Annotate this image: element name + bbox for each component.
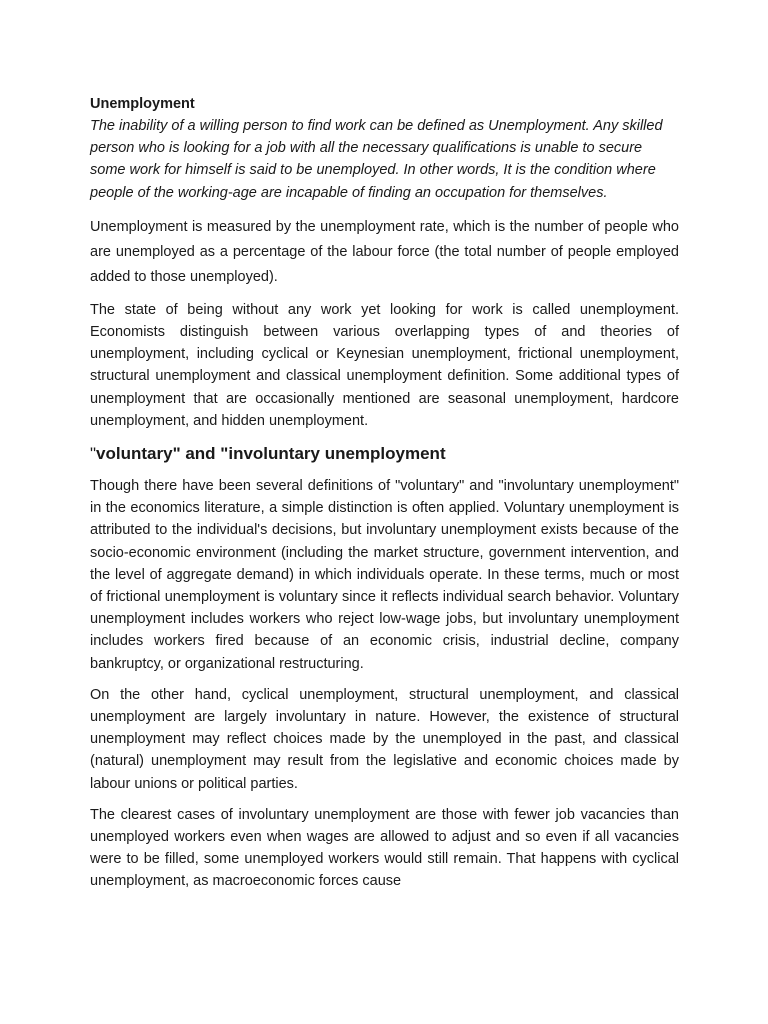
heading-text: voluntary" and "involuntary unemployment xyxy=(96,444,446,464)
paragraph-measurement: Unemployment is measured by the unemployment rate, which is the number of people who are unemployed as a percentage of the labour force (the total number of people employed added to those unemployed). xyxy=(90,218,679,285)
intro-definition: The inability of a willing person to find work can be defined as Unemployment. Any skilled person who is looking for a job with all the necessary qualifications is unable to secure some work for himself is said to be unemployed. In other words, It is the condition where people of the working-age are incapable of finding an occupation for themselves. xyxy=(90,118,663,201)
paragraph-voluntary-involuntary: Though there have been several definitions of "voluntary" and "involuntary unemployment" in the economics literature, a simple distinction is often applied. Voluntary unemployment is attributed to the individual's decisions, but involuntary unemployment exists because of the socio-economic environment (including the market structure, government intervention, and the level of aggregate demand) in which individuals operate. In these terms, much or most of frictional unemployment is voluntary since it reflects individual search behavior. Voluntary unemployment includes workers who reject low-wage jobs, but involuntary unemployment includes workers fired because of an economic crisis, industrial decline, company bankruptcy, or organizational restructuring. xyxy=(90,478,679,672)
paragraph-clearest-cases: The clearest cases of involuntary unemployment are those with fewer job vacancies than unemployed workers even when wages are allowed to adjust and so even if all vacancies were to be filled, some unemployed workers would still remain. That happens with cyclical unemployment, as macroeconomic forces cause xyxy=(90,806,679,890)
document-title: Unemployment xyxy=(90,96,195,112)
paragraph-other-hand: On the other hand, cyclical unemployment, structural unemployment, and classical unemployment are largely involuntary in nature. However, the existence of structural unemployment may reflect choices made by the unemployed in the past, and classical (natural) unemployment may result from the legislative and economic choices made by labour unions or political parties. xyxy=(90,686,679,792)
section-heading xyxy=(90,441,679,467)
document-page xyxy=(90,93,679,902)
heading-open-quote: " xyxy=(90,444,97,464)
paragraph-types: The state of being without any work yet looking for work is called unemployment. Economists distinguish between various overlapping types of and theories of unemployment, including cyclical or Keynesian unemployment, frictional unemployment, structural unemployment and classical unemployment definition. Some additional types of unemployment that are occasionally mentioned are seasonal unemployment, hardcore unemployment, and hidden unemployment. xyxy=(90,301,679,429)
